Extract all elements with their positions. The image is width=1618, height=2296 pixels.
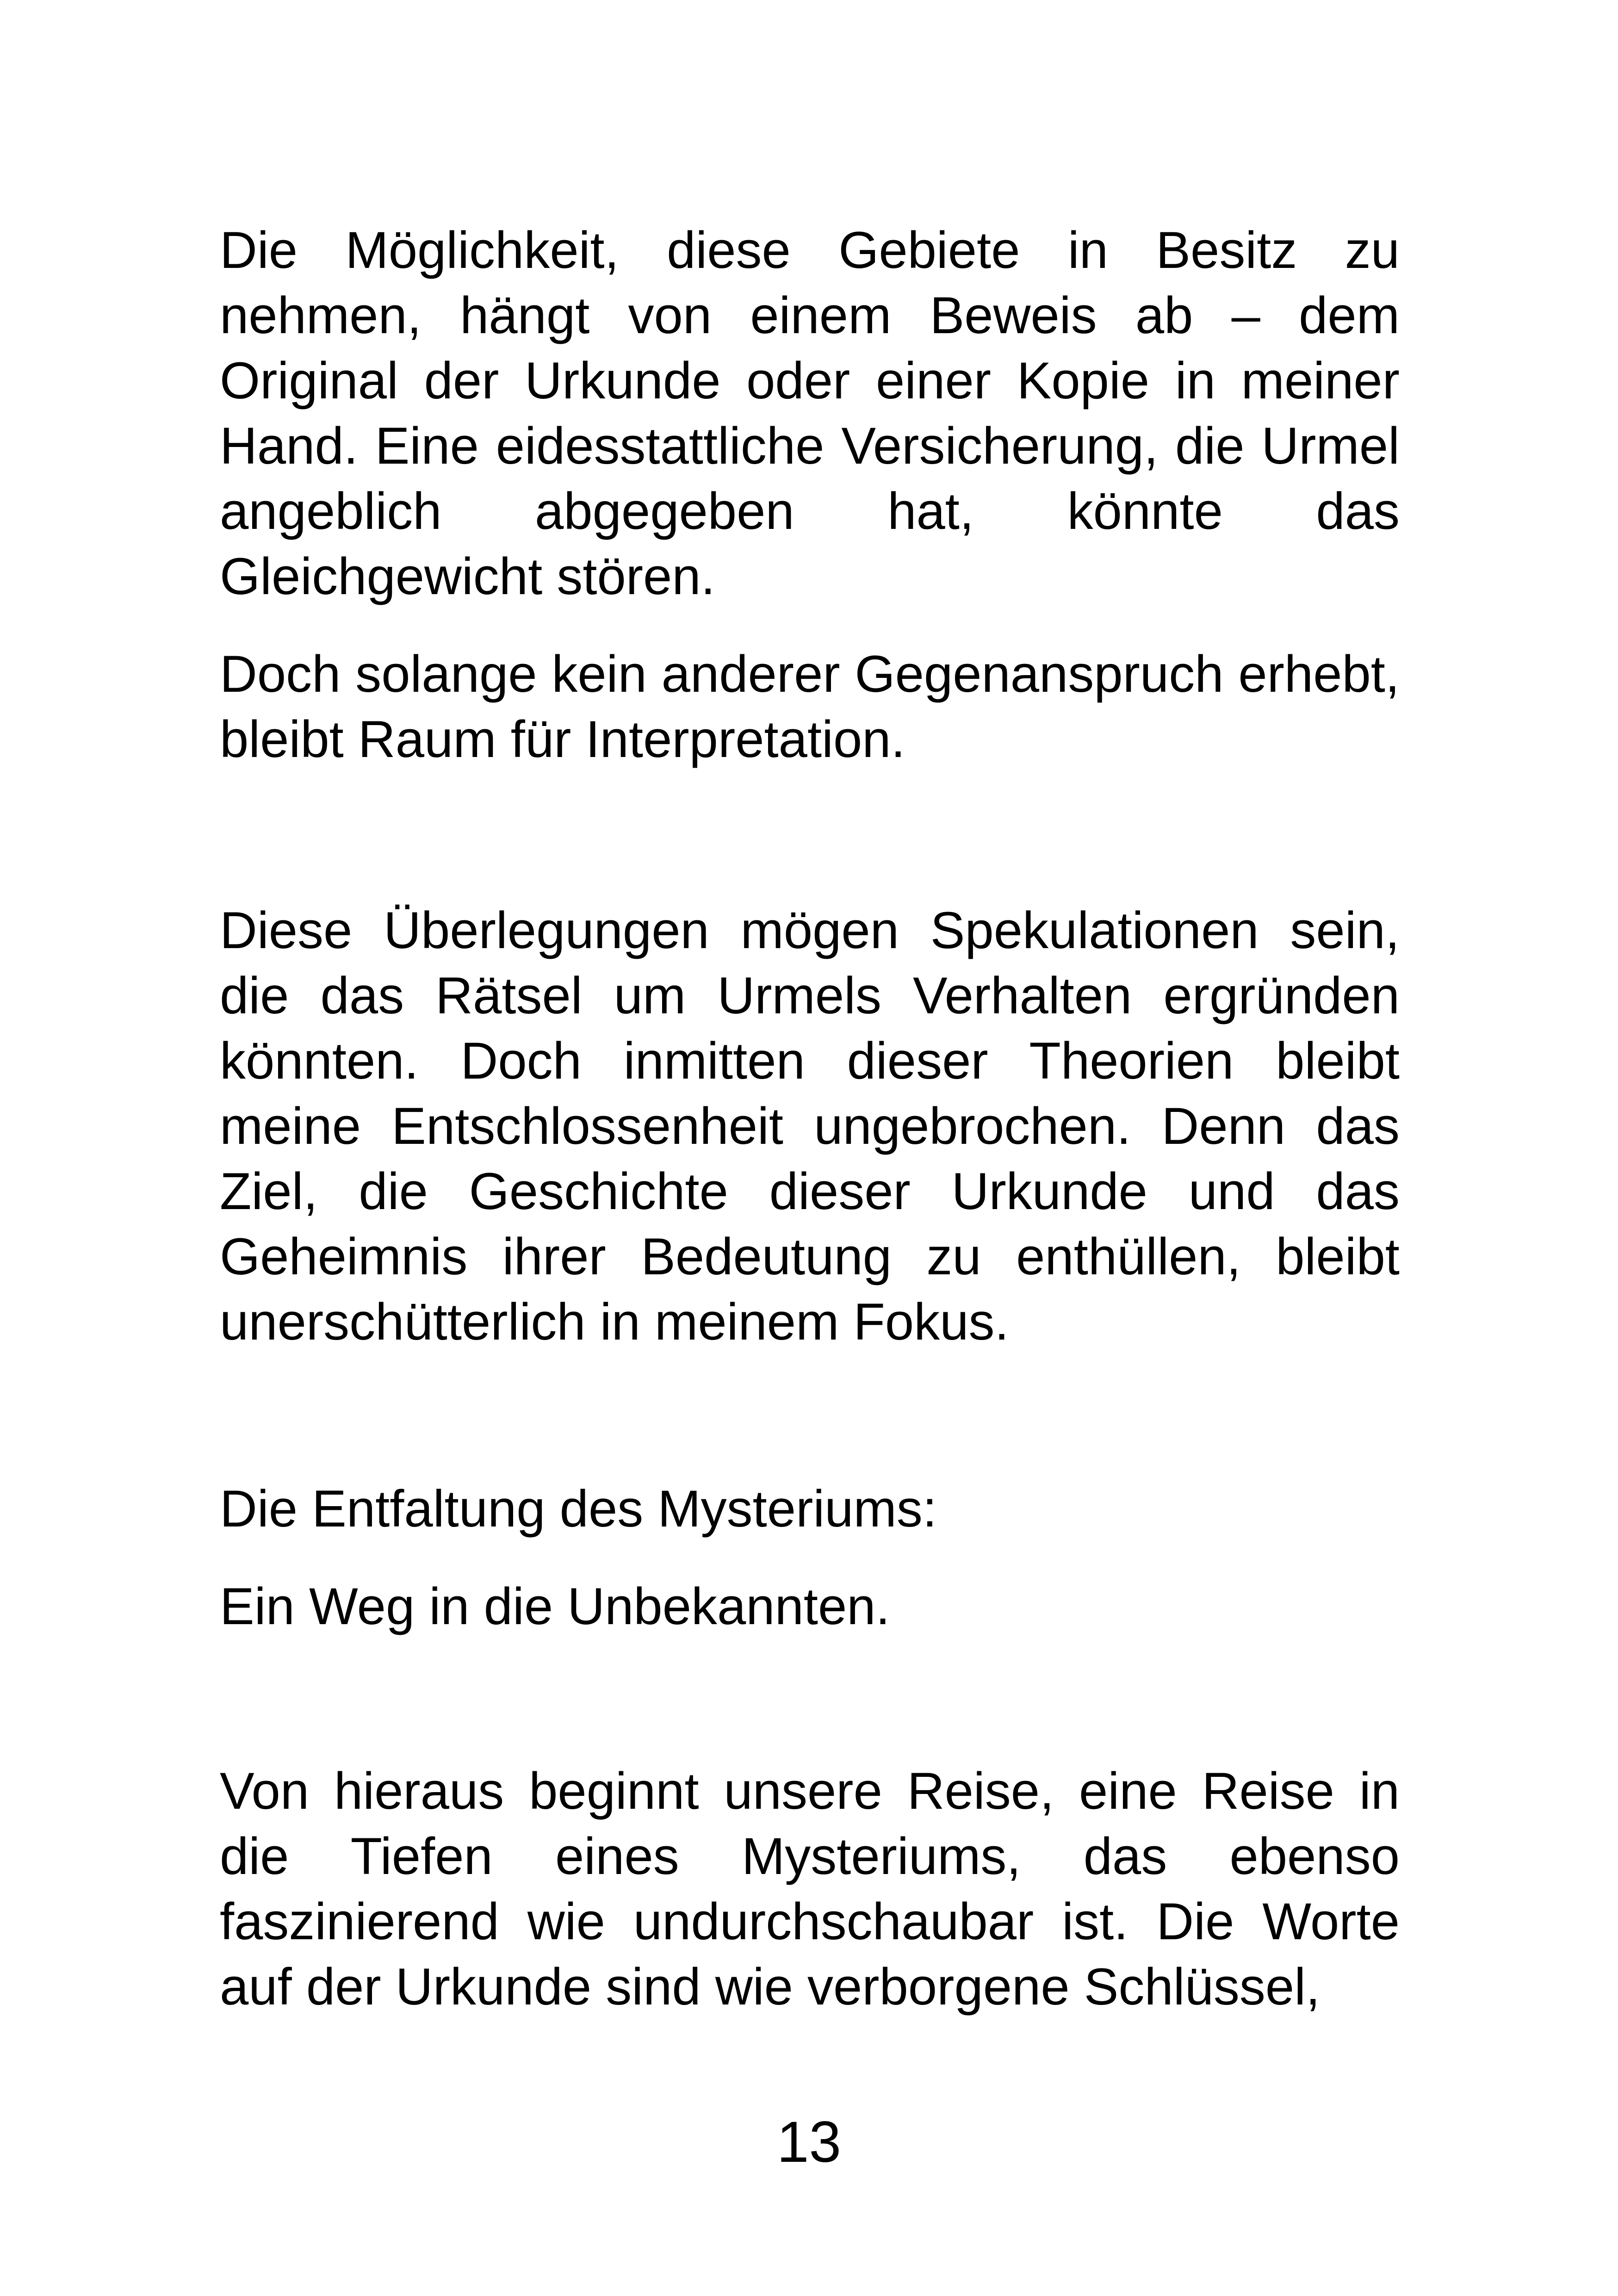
text-section-4 <box>220 1758 1400 2019</box>
text-section-2 <box>220 898 1400 1354</box>
text-section-1 <box>220 217 1400 772</box>
section-heading: Die Entfaltung des Mysteriums: <box>220 1480 937 1538</box>
paragraph-evidence: Die Möglichkeit, diese Gebiete in Besitz zu nehmen, hängt von einem Beweis ab – dem Original der Urkunde oder einer Kopie in meiner Hand. Eine eidesstattliche Versicherung, die Urmel angeblich abgegeben hat, könnte das Gleichgewicht stören. <box>220 221 1400 605</box>
paragraph-journey: Von hieraus beginnt unsere Reise, eine Reise in die Tiefen eines Mysteriums, das ebenso faszinierend wie undurchschaubar ist. Die Worte auf der Urkunde sind wie verborgene Schlüssel, <box>220 1762 1400 2016</box>
paragraph-speculations: Diese Überlegungen mögen Spekulationen sein, die das Rätsel um Urmels Verhalten ergründen könnten. Doch inmitten dieser Theorien bleibt meine Entschlossenheit ungebrochen. Denn das Ziel, die Geschichte dieser Urkunde und das Geheimnis ihrer Bedeutung zu enthüllen, bleibt unerschütterlich in meinem Fokus. <box>220 901 1400 1351</box>
page-number: 13 <box>776 2110 842 2174</box>
paragraph-interpretation: Doch solange kein anderer Gegenanspruch erhebt, bleibt Raum für Interpretation. <box>220 645 1400 768</box>
text-section-3 <box>220 1476 1400 1639</box>
section-subheading: Ein Weg in die Unbekannten. <box>220 1577 890 1635</box>
